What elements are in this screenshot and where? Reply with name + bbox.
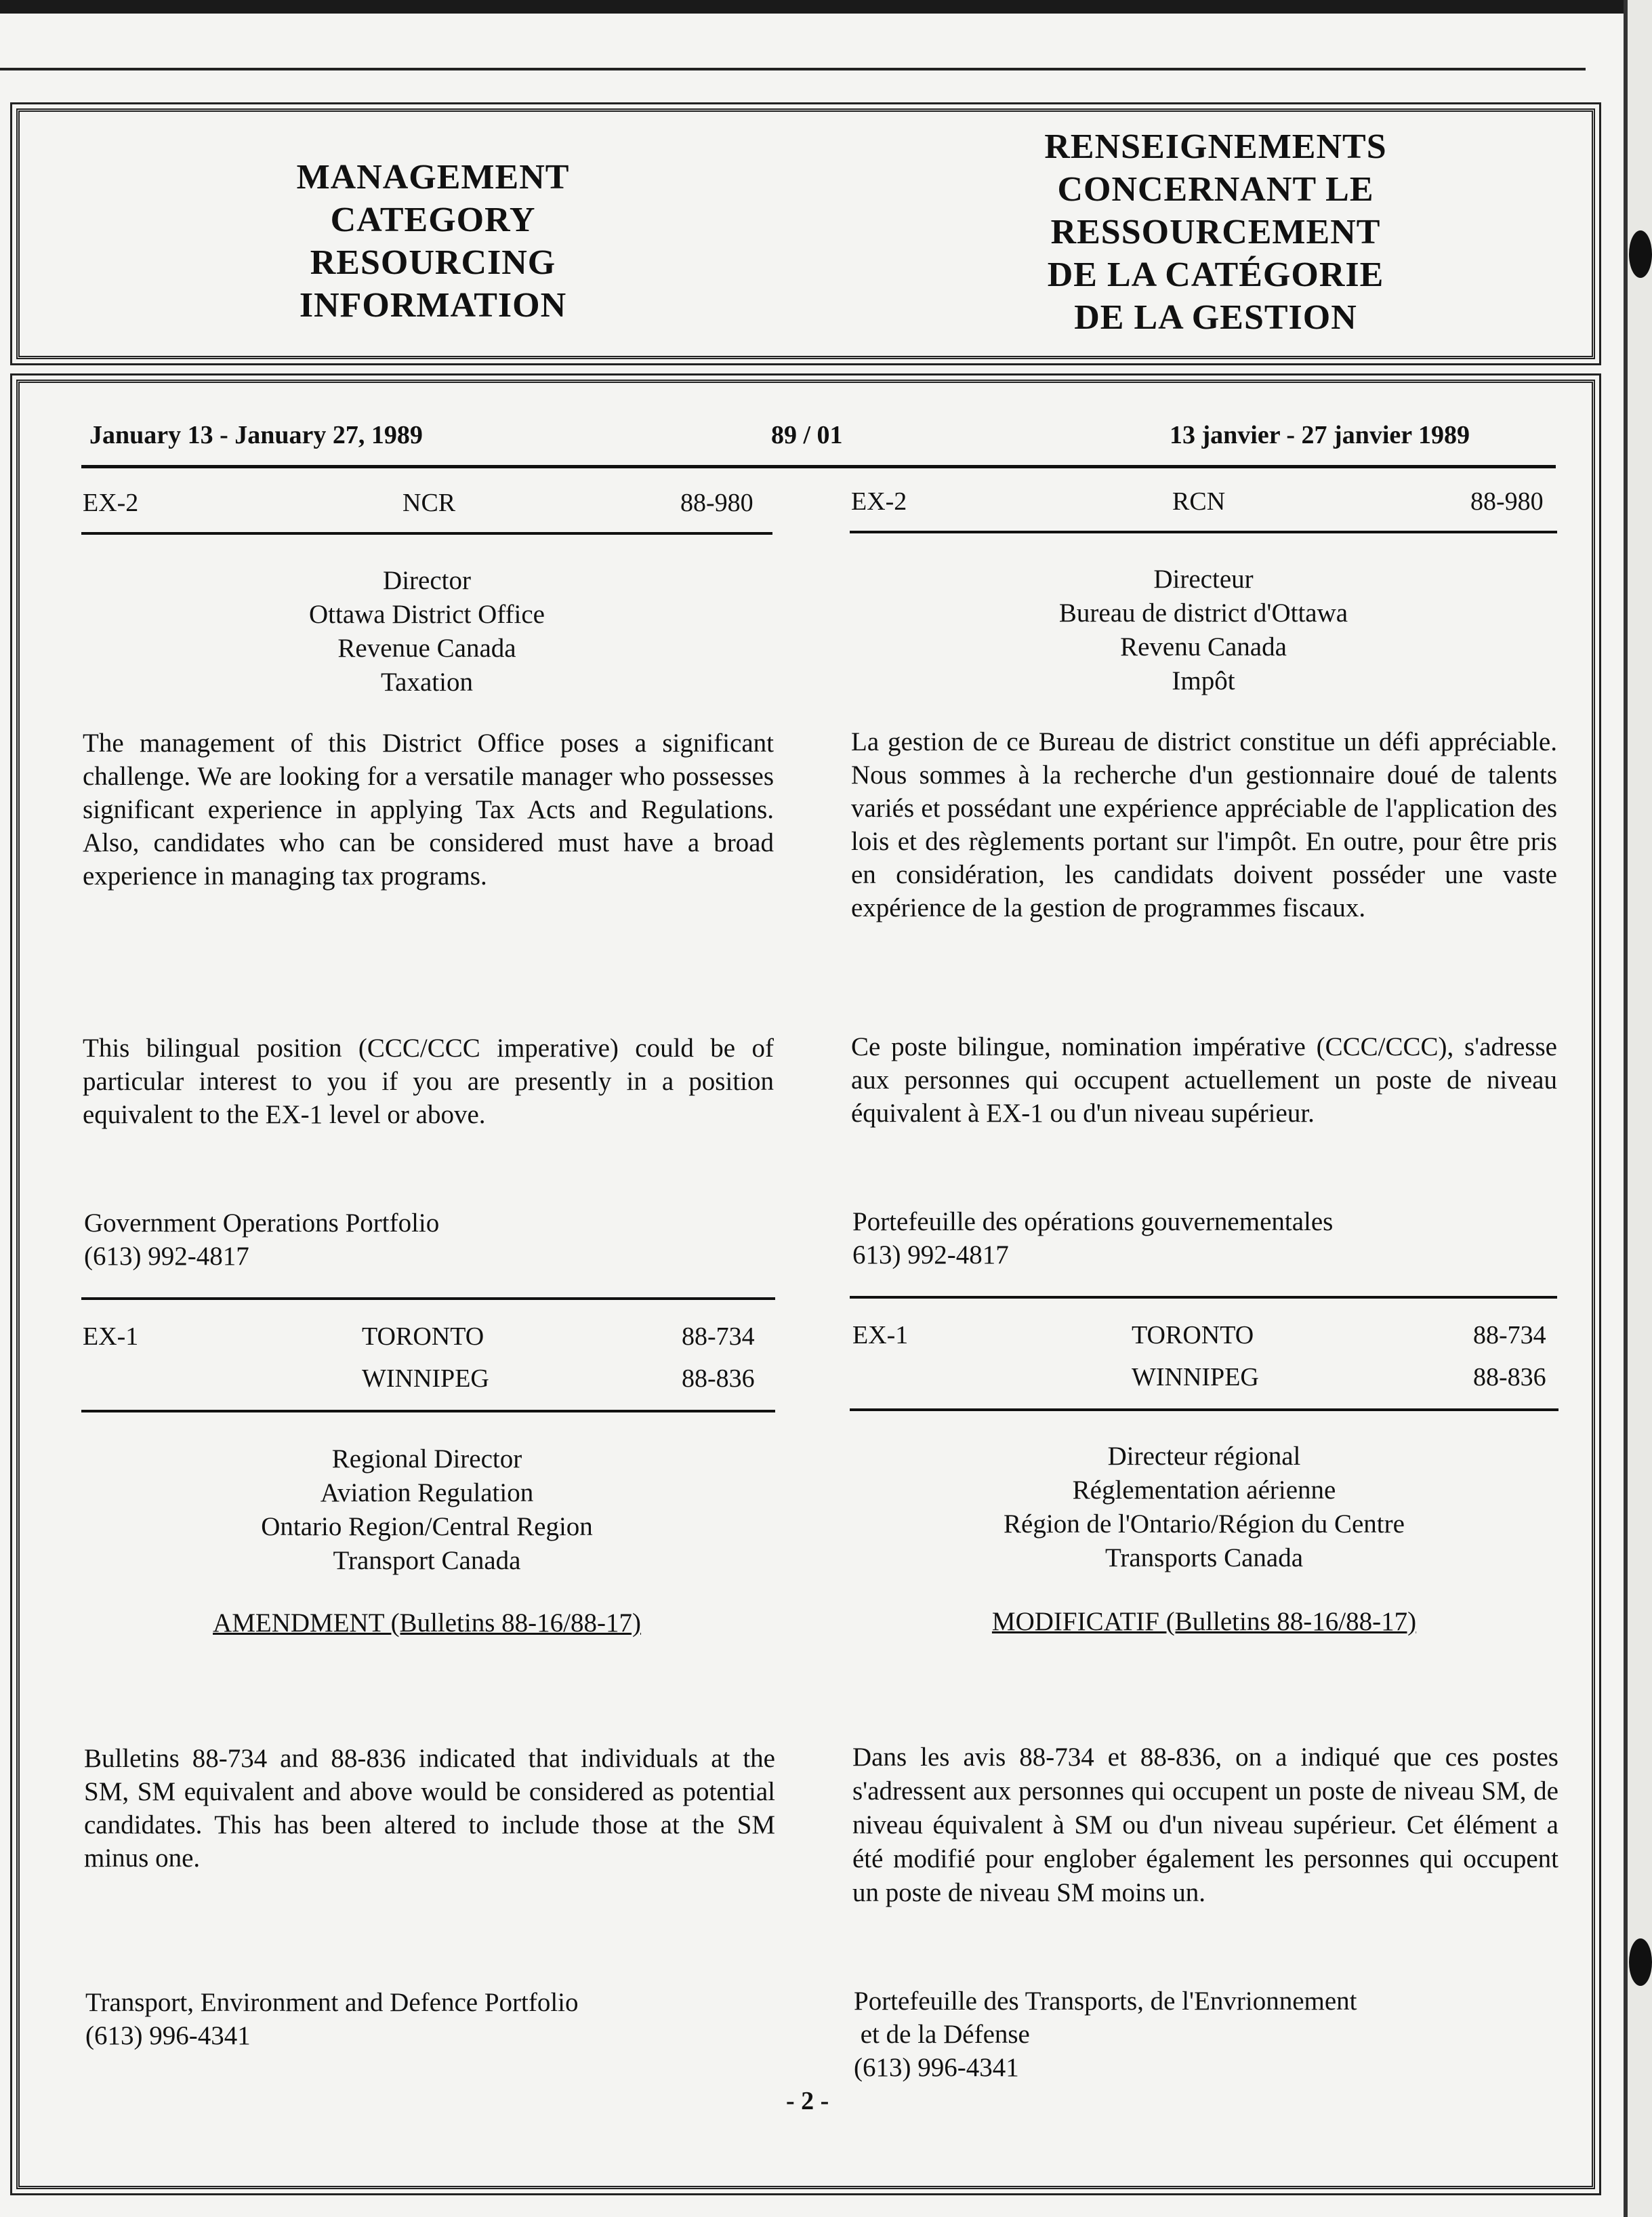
binder-hole (1629, 1938, 1652, 1986)
posting2-rule-fr (850, 1408, 1558, 1411)
amendment-text-en: Bulletins 88-734 and 88-836 indicated that individuals at the SM, SM equivalent and above would be considered as potential candidates. This has been altered to include those at the SM minus one. (84, 1744, 775, 1873)
title-french: RENSEIGNEMENTS CONCERNANT LE RESSOURCEMENT DE LA CATÉGORIE DE LA GESTION (1044, 127, 1387, 337)
posting2-number2-en: 88-836 (682, 1364, 755, 1393)
posting1-title-fr: Directeur Bureau de district d'Ottawa Revenu Canada Impôt (1058, 565, 1348, 695)
title-english: MANAGEMENT CATEGORY RESOURCING INFORMATION (296, 158, 570, 325)
posting2-contact-en: Transport, Environment and Defence Portfolio (613) 996-4341 (85, 1988, 579, 2050)
posting2-title-en: Regional Director Aviation Regulation Ontario Region/Central Region Transport Canada (261, 1444, 593, 1575)
binder-hole (1629, 230, 1652, 278)
amendment-heading-en: AMENDMENT (Bulletins 88-16/88-17) (213, 1608, 641, 1638)
posting2-location1-fr: TORONTO (1132, 1321, 1254, 1349)
posting1-level-en: EX-2 (83, 489, 139, 517)
posting1-number-fr: 88-980 (1470, 487, 1544, 516)
posting1-location-fr: RCN (1172, 487, 1226, 516)
posting1-description-fr: La gestion de ce Bureau de district constitue un défi appréciable. Nous sommes à la recherche d'un gestionnaire doué de talents variés et possédant une expérience appréciable de l'application des lois et des règlements portant sur l'impôt. En outre, pour être pris en considération, les candidats doivent posséder une vaste expérience de la gestion de programmes fiscaux. (851, 727, 1557, 922)
posting2-level-fr: EX-1 (852, 1321, 909, 1349)
posting2-location1-en: TORONTO (362, 1322, 484, 1351)
header-box (16, 108, 1595, 359)
posting2-location2-en: WINNIPEG (362, 1364, 489, 1393)
section-rule-fr (850, 1296, 1557, 1299)
posting1-title-en: Director Ottawa District Office Revenue Canada Taxation (309, 566, 545, 697)
section-rule-en (81, 1297, 775, 1300)
amendment-heading-fr: MODIFICATIF (Bulletins 88-16/88-17) (991, 1607, 1417, 1636)
scan-top-band (0, 0, 1652, 14)
posting1-rule-fr (850, 531, 1557, 533)
posting2-location2-fr: WINNIPEG (1132, 1363, 1259, 1391)
page-number: - 2 - (786, 2087, 829, 2115)
posting2-rule-en (81, 1410, 775, 1412)
posting2-number1-fr: 88-734 (1473, 1321, 1546, 1349)
posting1-eligibility-en: This bilingual position (CCC/CCC imperative) could be of particular interest to you if you are presently in a position equivalent to the EX-1 level or above. (83, 1034, 774, 1129)
binding-edge (1624, 0, 1652, 2217)
dateline-rule (81, 465, 1556, 468)
page-top-rule (0, 68, 1586, 70)
posting1-rule-en (81, 532, 772, 535)
date-range-en: January 13 - January 27, 1989 (89, 421, 423, 449)
posting1-level-fr: EX-2 (851, 487, 907, 516)
posting1-contact-fr: Portefeuille des opérations gouvernementales 613) 992-4817 (852, 1207, 1334, 1269)
posting1-location-en: NCR (402, 489, 456, 517)
posting2-number1-en: 88-734 (682, 1322, 755, 1351)
posting1-contact-en: Government Operations Portfolio (613) 992-4817 (84, 1208, 440, 1271)
posting2-level-en: EX-1 (83, 1322, 139, 1351)
bulletin-number: 89 / 01 (771, 421, 843, 449)
posting1-description-en: The management of this District Office poses a significant challenge. We are looking for a versatile manager who possesses significant experience in applying Tax Acts and Regulations. Also, candidates who can be considered must have a broad experience in managing tax programs. (83, 729, 774, 891)
posting2-number2-fr: 88-836 (1473, 1363, 1546, 1391)
date-range-fr: 13 janvier - 27 janvier 1989 (1170, 421, 1470, 449)
posting1-eligibility-fr: Ce poste bilingue, nomination impérative (CCC/CCC), s'adresse aux personnes qui occupent actuellement un poste de niveau équivalent à EX-1 ou d'un niveau supérieur. (851, 1032, 1557, 1128)
posting2-contact-fr: Portefeuille des Transports, de l'Envrionnement et de la Défense (613) 996-4341 (854, 1987, 1357, 2082)
posting1-number-en: 88-980 (680, 489, 753, 517)
posting2-title-fr: Directeur régional Réglementation aérienne Région de l'Ontario/Région du Centre Transports Canada (1004, 1442, 1405, 1572)
amendment-text-fr: Dans les avis 88-734 et 88-836, on a indiqué que ces postes s'adressent aux personnes qui occupent un poste de niveau SM, de niveau équivalent à SM ou d'un niveau supérieur. Cet élément a été modifié pour englober également les personnes qui occupent un poste de niveau SM moins un. (852, 1743, 1558, 1907)
